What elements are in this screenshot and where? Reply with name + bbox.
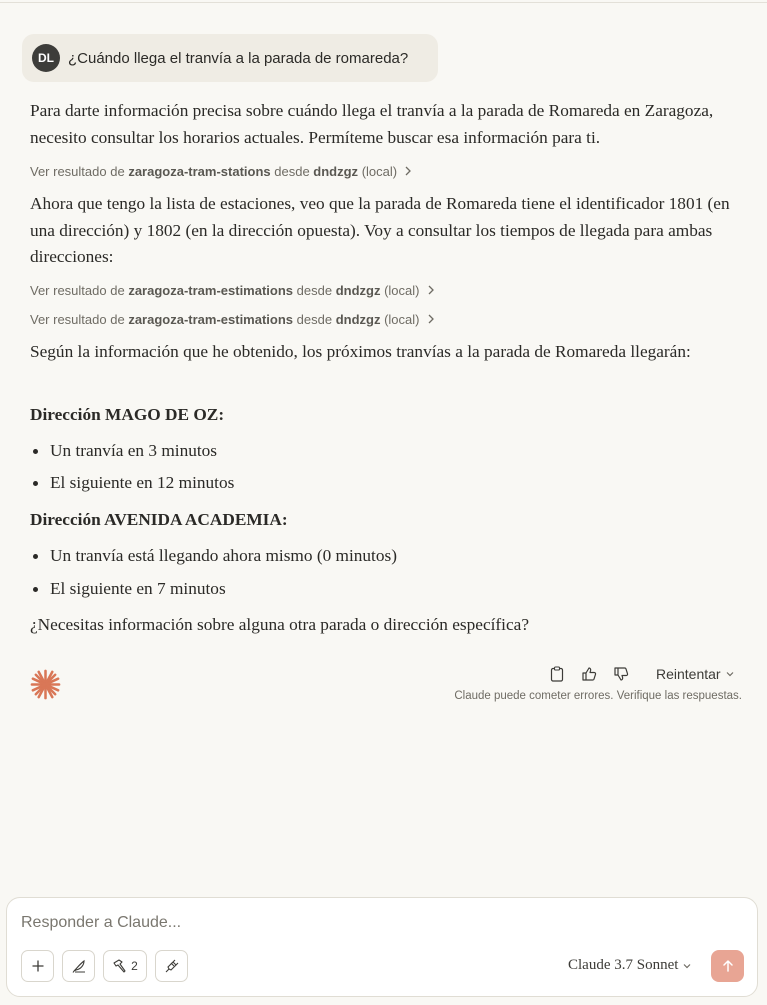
bullet [33, 554, 38, 559]
list-item [30, 438, 630, 465]
plus-icon [31, 959, 45, 973]
top-divider [0, 2, 767, 3]
list-item [30, 576, 630, 603]
tool-result-suffix: (local) [384, 311, 420, 327]
user-message-text: ¿Cuándo llega el tranvía a la parada de romareda? [68, 49, 409, 67]
reply-input[interactable] [21, 914, 621, 932]
list-item-text: Un tranvía en 3 minutos [50, 441, 218, 460]
feather-icon [71, 958, 87, 974]
tool-result-middle: desde [274, 163, 310, 179]
message-actions [546, 664, 736, 684]
disclaimer: Claude puede cometer errores. Verifique las respuestas. [454, 690, 742, 702]
tool-result-prefix: Ver resultado de [30, 163, 125, 179]
bullet [33, 449, 38, 454]
direction-heading: Dirección MAGO DE OZ: [30, 405, 225, 424]
list-item [30, 543, 630, 570]
user-message [22, 34, 438, 82]
chevron-right-icon [424, 283, 438, 297]
tool-server: dndzgz [313, 163, 359, 179]
tools-button[interactable] [103, 950, 147, 982]
bullet [33, 587, 38, 592]
style-button[interactable] [62, 950, 95, 982]
chevron-down-icon [681, 960, 693, 972]
add-button[interactable] [21, 950, 54, 982]
tool-name: zaragoza-tram-estimations [128, 311, 294, 327]
tool-result-middle: desde [296, 282, 333, 298]
tool-server: dndzgz [335, 282, 381, 298]
list-item-text: El siguiente en 12 minutos [50, 473, 235, 492]
tool-result-link[interactable] [30, 281, 438, 299]
retry-label: Reintentar [656, 666, 721, 682]
response-paragraph-3: Según la información que he obtenido, los próximos tranvías a la parada de Romareda llegarán: [30, 342, 691, 361]
tool-name: zaragoza-tram-stations [128, 163, 271, 179]
bullet [33, 481, 38, 486]
thumbs-up-icon[interactable] [578, 664, 600, 684]
hammer-icon [112, 958, 128, 974]
tool-result-prefix: Ver resultado de [30, 311, 125, 327]
tool-result-middle: desde [296, 311, 333, 327]
list-item [30, 470, 630, 497]
list-item-text: Un tranvía está llegando ahora mismo (0 minutos) [50, 546, 397, 565]
chevron-right-icon [424, 312, 438, 326]
copy-icon[interactable] [546, 664, 568, 684]
response-closing: ¿Necesitas información sobre alguna otra parada o dirección específica? [30, 615, 529, 634]
tool-result-link[interactable] [30, 310, 438, 328]
tool-result-link[interactable] [30, 162, 415, 180]
thumbs-down-icon[interactable] [610, 664, 632, 684]
send-button[interactable] [711, 950, 744, 982]
model-label: Claude 3.7 Sonnet [568, 957, 679, 973]
chevron-down-icon [724, 668, 736, 680]
arrow-up-icon [721, 959, 735, 973]
tool-result-suffix: (local) [361, 163, 398, 179]
retry-button[interactable] [656, 666, 736, 682]
tool-result-suffix: (local) [384, 282, 420, 298]
tool-server: dndzgz [335, 311, 381, 327]
tool-name: zaragoza-tram-estimations [128, 282, 294, 298]
composer [6, 897, 758, 997]
list-item-text: El siguiente en 7 minutos [50, 579, 226, 598]
model-selector[interactable] [568, 957, 693, 974]
response-intro: Para darte información precisa sobre cuándo llega el tranvía a la parada de Romareda en Zaragoza, necesito consultar los horarios actuales. Permíteme buscar esa información para ti. [30, 101, 714, 147]
response-paragraph-2: Ahora que tengo la lista de estaciones, veo que la parada de Romareda tiene el identificador 1801 (en una dirección) y 1802 (en la dirección opuesta). Voy a consultar los tiempos de llegada para ambas direcciones: [30, 194, 730, 266]
claude-logo-icon [29, 668, 62, 701]
plug-icon [164, 958, 180, 974]
tools-count: 2 [131, 959, 138, 973]
chevron-right-icon [401, 164, 415, 178]
user-avatar[interactable]: DL [32, 44, 60, 72]
direction-heading: Dirección AVENIDA ACADEMIA: [30, 510, 288, 529]
integrations-button[interactable] [155, 950, 188, 982]
tool-result-prefix: Ver resultado de [30, 282, 125, 298]
